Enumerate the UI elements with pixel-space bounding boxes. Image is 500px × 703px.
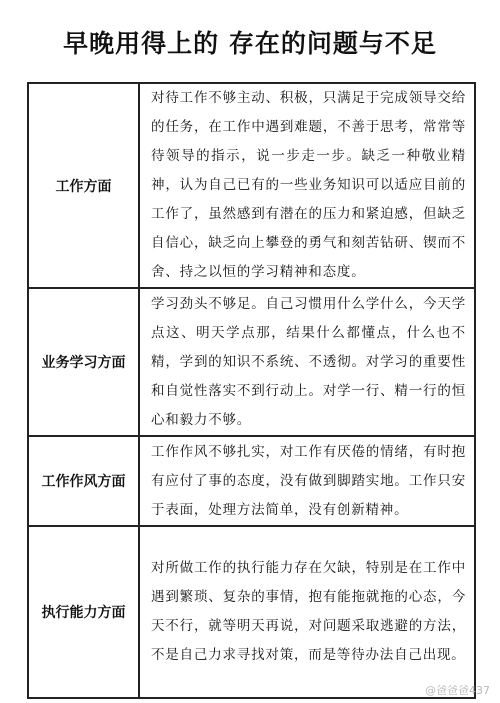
description-cell: 对待工作不够主动、积极，只满足于完成领导交给的任务，在工作中遇到难题，不善于思考，常常等待领导的指示，说一步走一步。缺乏一种敬业精神，认为自己已有的一些业务知识可以适应目前的工作了，虽然感到有潜在的压力和紧迫感，但缺乏自信心，缺乏向上攀登的勇气和刻苦钻研、锲而不舍、持之以恒的学习精神和态度。	[139, 83, 475, 288]
category-cell: 工作作风方面	[28, 436, 139, 526]
table-row	[28, 436, 475, 526]
description-cell: 学习劲头不够足。自己习惯用什么学什么，今天学点这、明天学点那，结果什么都懂点，什么也不精，学到的知识不系统、不透彻。对学习的重要性和自觉性落实不到行动上。对学一行、精一行的恒心和毅力不够。	[139, 288, 475, 436]
description-cell: 对所做工作的执行能力存在欠缺，特别是在工作中遇到繁琐、复杂的事情，抱有能拖就拖的心态，今天不行，就等明天再说，对问题采取逃避的方法，不是自己力求寻找对策，而是等待办法自己出现。	[139, 526, 475, 698]
category-cell: 业务学习方面	[28, 288, 139, 436]
category-cell: 工作方面	[28, 83, 139, 288]
table-row	[28, 288, 475, 436]
description-cell: 工作作风不够扎实，对工作有厌倦的情绪，有时抱有应付了事的态度，没有做到脚踏实地。工作只安于表面，处理方法简单，没有创新精神。	[139, 436, 475, 526]
page-title: 早晚用得上的 存在的问题与不足	[63, 29, 437, 58]
watermark: @爸爸爸437	[425, 684, 490, 697]
table-row	[28, 526, 475, 698]
table-row	[28, 83, 475, 288]
category-cell: 执行能力方面	[28, 526, 139, 698]
issues-table	[27, 82, 476, 699]
